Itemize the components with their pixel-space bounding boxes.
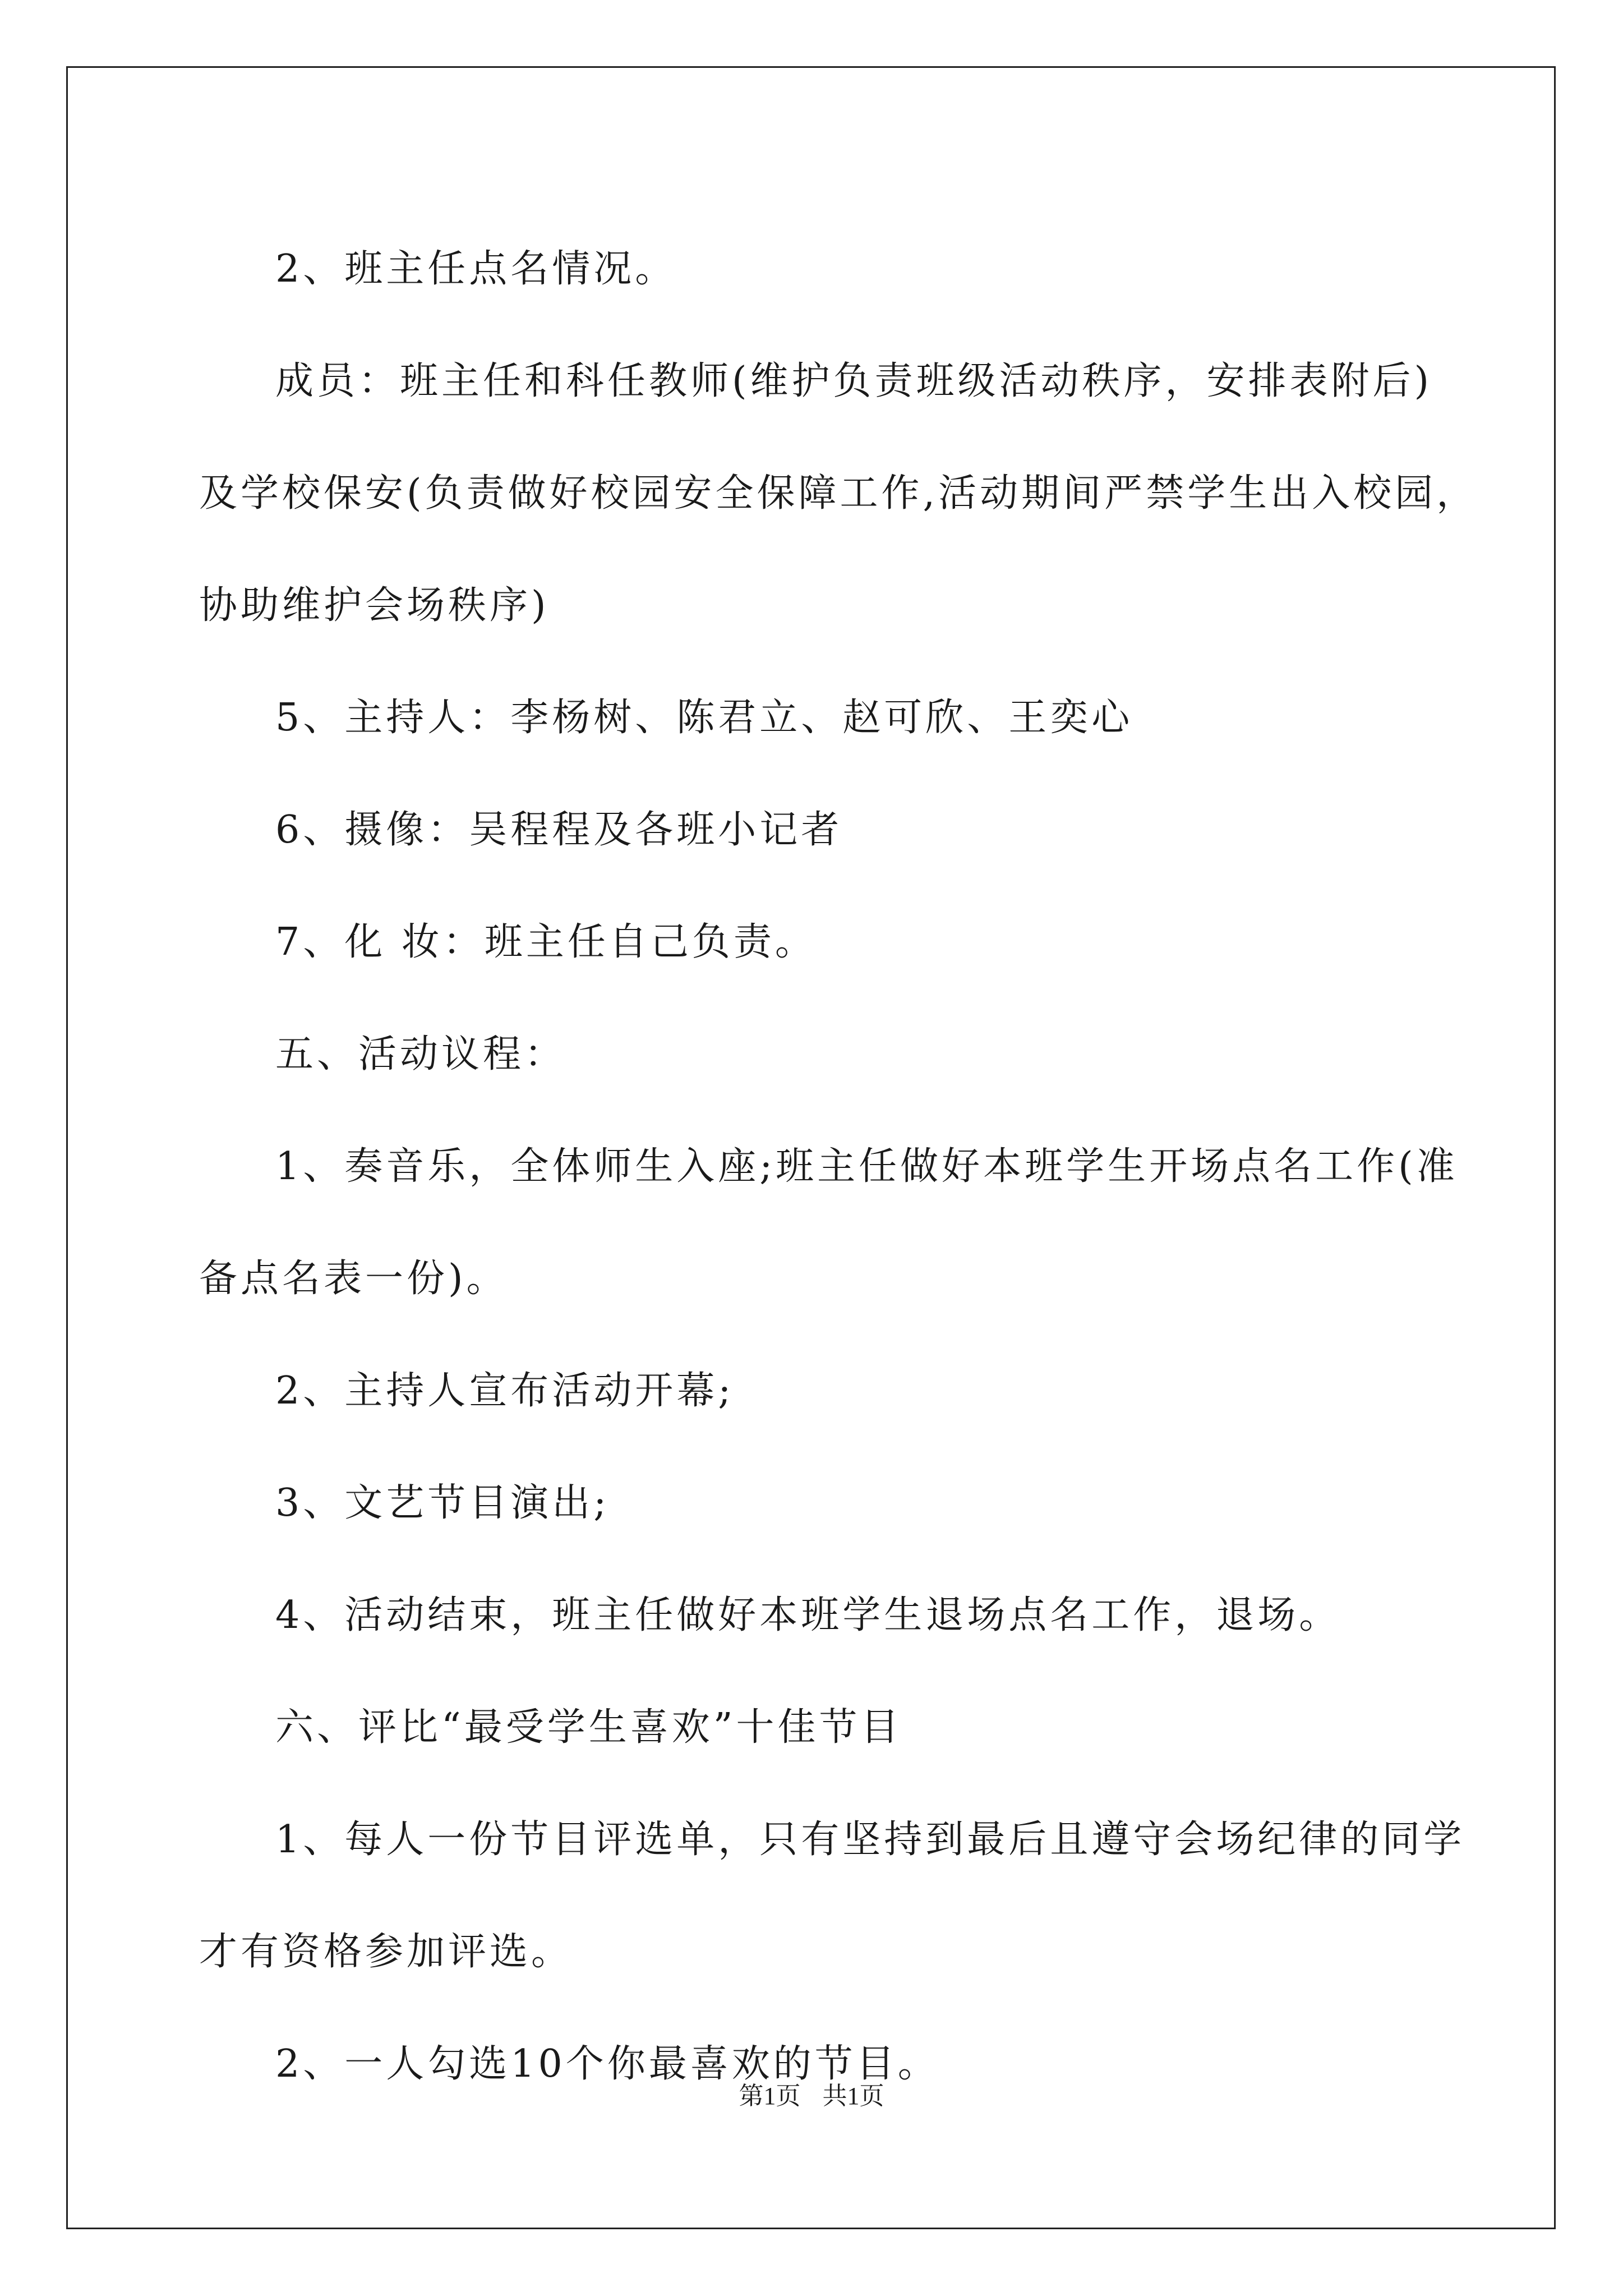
section-heading: 五、活动议程： bbox=[275, 1032, 566, 1076]
paragraph: 7、化 妆：班主任自己负责。 bbox=[275, 920, 817, 964]
paragraph: 3、文艺节目演出; bbox=[275, 1481, 610, 1525]
page-total: 共1页 bbox=[822, 2082, 884, 2110]
paragraph: 成员：班主任和科任教师(维护负责班级活动秩序，安排表附后) bbox=[275, 359, 1433, 403]
section-heading: 六、评比“最受学生喜欢”十佳节目 bbox=[275, 1705, 902, 1750]
paragraph: 及学校保安(负责做好校园安全保障工作,活动期间严禁学生出入校园， bbox=[199, 471, 1478, 516]
paragraph: 1、奏音乐，全体师生入座;班主任做好本班学生开场点名工作(准 bbox=[275, 1144, 1458, 1189]
paragraph: 5、主持人：李杨树、陈君立、赵可欣、王奕心 bbox=[275, 696, 1133, 740]
paragraph: 2、一人勾选10个你最喜欢的节目。 bbox=[275, 2042, 939, 2086]
paragraph: 备点名表一份)。 bbox=[199, 1257, 508, 1301]
paragraph: 1、每人一份节目评选单，只有坚持到最后且遵守会场纪律的同学 bbox=[275, 1818, 1465, 1862]
paragraph: 2、班主任点名情况。 bbox=[275, 247, 677, 291]
document-body bbox=[199, 213, 1478, 2120]
paragraph: 4、活动结束，班主任做好本班学生退场点名工作，退场。 bbox=[275, 1593, 1341, 1637]
paragraph: 才有资格参加评选。 bbox=[199, 1930, 573, 1974]
page-footer bbox=[0, 2076, 1623, 2111]
paragraph: 6、摄像：吴程程及各班小记者 bbox=[275, 808, 843, 852]
page-number: 第1页 bbox=[739, 2082, 801, 2110]
paragraph: 协助维护会场秩序) bbox=[199, 583, 550, 628]
paragraph: 2、主持人宣布活动开幕; bbox=[275, 1369, 735, 1413]
